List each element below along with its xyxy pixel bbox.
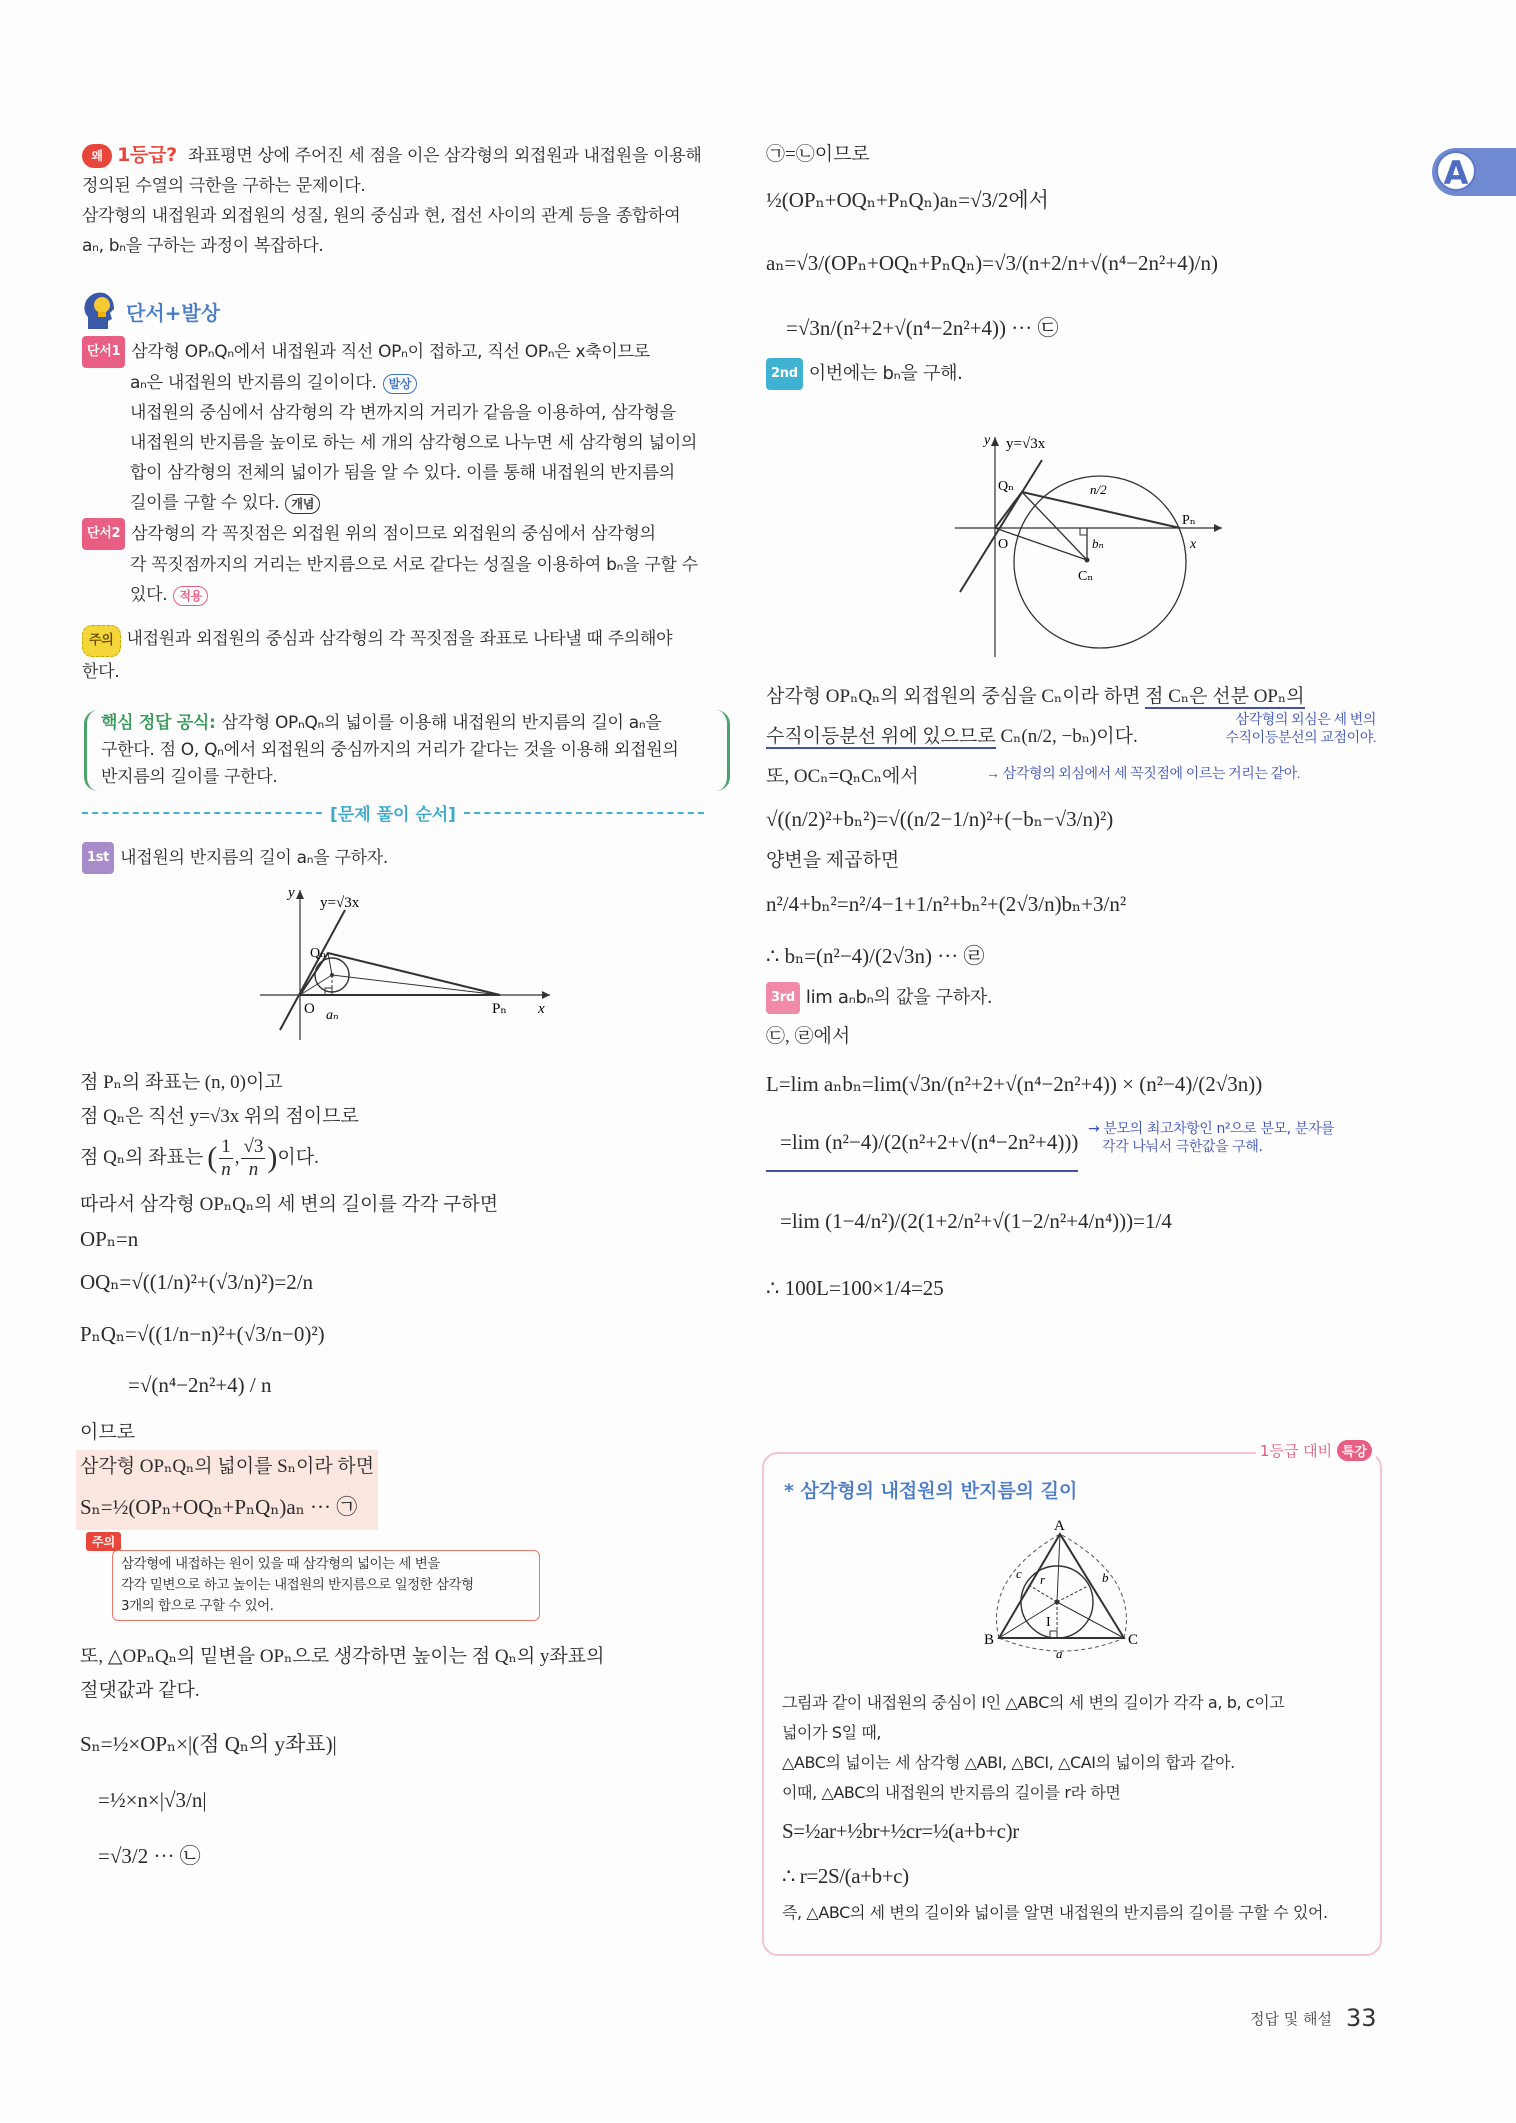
q-coord-y: $\frac{√3}{n}$ [243,1135,264,1180]
why-line-3: 삼각형의 내접원과 외접원의 성질, 원의 중심과 현, 접선 사이의 관계 등을 종합하여 [82,206,681,226]
pill-concept: 개념 [285,494,320,514]
fig1-p-label: Pₙ [492,1001,507,1017]
key-formula-box [84,710,730,791]
hint-section [82,290,712,687]
right-line-1: ㉠=㉡이므로 [766,144,870,165]
right-line-6a: 수직이등분선 위에 있으므로 [766,726,996,747]
solution-order-title: [문제 풀이 순서] [330,805,456,825]
chapter-badge [1432,148,1516,196]
left-line-4: 따라서 삼각형 OPₙQₙ의 세 변의 길이를 각각 구하면 [80,1194,499,1215]
fig3-side-a: a [1056,1646,1063,1661]
right-solution-top [766,138,1366,390]
fig1-line-label: y=√3x [320,895,360,911]
left-line-7: 또, △OPₙQₙ의 밑변을 OPₙ으로 생각하면 높이는 점 Qₙ의 y좌표의 [80,1646,605,1667]
eq-pq: PₙQₙ=√((1/n−n)²+(√3/n−0)²) [80,1322,325,1346]
solution-order-divider [82,800,704,825]
special-text-7: 즉, △ABC의 세 변의 길이와 넓이를 알면 내접원의 반지름의 길이를 구할 수 있어. [782,1903,1328,1922]
right-line-3: aₙ=√3/(OPₙ+OQₙ+PₙQₙ)=√3/(n+2/n+√(n⁴−2n²+4)/n) [766,251,1219,275]
fig2-q-label: Qₙ [998,479,1015,494]
fig1-x-label: x [538,1001,545,1017]
right-line-10: n²/4+bₙ²=n²/4−1+1/n²+bₙ²+(2√3/n)bₙ+3/n² [766,892,1127,916]
eq-pq-2: =√(n⁴−2n²+4) / n [128,1373,272,1397]
why-line-1: 좌표평면 상에 주어진 세 점을 이은 삼각형의 외접원과 내접원을 이용해 [187,146,702,166]
footer-label: 정답 및 해설 [1250,2009,1332,2028]
special-corner-badge: 특강 [1337,1440,1372,1461]
hint-title: 단서+발상 [126,300,221,325]
clue-2-line-2: 각 꼭짓점까지의 거리는 반지름으로 서로 같다는 성질을 이용하여 bₙ을 구할 수 [130,555,698,575]
fig3-a-label: A [1054,1518,1065,1534]
right-line-2: ½(OPₙ+OQₙ+PₙQₙ)aₙ=√3/2에서 [766,188,1049,212]
fig1-o-label: O [304,1001,315,1017]
right-line-15: =lim (1−4/n²)/(2(1+2/n²+√(1−2/n²+4/n⁴)))=1/4 [780,1209,1172,1233]
note-caution-line-1: 삼각형에 내접하는 원이 있을 때 삼각형의 넓이는 세 변을 [121,1556,440,1572]
special-text-1: 그림과 같이 내접원의 중심이 I인 △ABC의 세 변의 길이가 각각 a, b, c이고 [782,1693,1285,1712]
left-line-3-post: 이다. [277,1147,319,1168]
right-line-5a: 삼각형 OPₙQₙ의 외접원의 중심을 Cₙ이라 하면 [766,686,1141,707]
fig1-y-label: y [288,885,295,901]
figure-incircle-triangle [230,885,560,1045]
eq-area-2: Sₙ=½×OPₙ×|(점 Qₙ의 y좌표)| [80,1732,337,1756]
special-lecture-box [762,1442,1382,1956]
left-line-6: 삼각형 OPₙQₙ의 넓이를 Sₙ이라 하면 [80,1456,375,1477]
clue-1-line-6: 길이를 구할 수 있다. [130,493,280,513]
right-line-14: =lim (n²−4)/(2(n²+2+√(n⁴−2n²+4))) [766,1114,1078,1172]
pill-apply: 적용 [173,586,208,606]
lightbulb-head-icon [82,291,116,331]
left-line-3-pre: 점 Qₙ의 좌표는 [80,1147,204,1168]
caution-line-1: 내접원과 외접원의 중심과 삼각형의 각 꼭짓점을 좌표로 나타낼 때 주의해야 [126,629,673,649]
step-1-tag: 1st [82,842,114,874]
clue-2-line-3: 있다. [130,585,168,605]
eq-area-3: =½×n×|√3/n| [98,1788,207,1812]
eq-area-4: =√3/2 ··· ㉡ [98,1844,201,1868]
special-eq-1: S=½ar+½br+½cr=½(a+b+c)r [782,1819,1019,1843]
eq-op: OPₙ=n [80,1227,139,1251]
right-line-9: 양변을 제곱하면 [766,850,900,871]
caution-line-2: 한다. [82,662,120,682]
page-number: 33 [1346,2004,1377,2032]
fig2-b-label: bₙ [1092,536,1104,551]
why-line-4: aₙ, bₙ을 구하는 과정이 복잡하다. [82,236,324,256]
special-text-3: △ABC의 넓이는 세 삼각형 △ABI, △BCI, △CAI의 넓이의 합과 같아. [782,1753,1235,1772]
eq-oq: OQₙ=√((1/n)²+(√3/n)²)=2/n [80,1270,314,1294]
special-title: * 삼각형의 내접원의 반지름의 길이 [784,1480,1078,1502]
fig3-side-c: c [1016,1566,1022,1581]
right-line-6b: Cₙ(n/2, −bₙ)이다. [1000,726,1138,747]
q-coord-x: $\frac{1}{n}$ [221,1135,231,1180]
right-line-11: ∴ bₙ=(n²−4)/(2√3n) ··· ㉣ [766,944,985,968]
special-text-4: 이때, △ABC의 내접원의 반지름의 길이를 r라 하면 [782,1783,1121,1802]
note-circumcenter-2: 수직이등분선의 교점이야. [1225,731,1376,746]
note-caution-line-3: 3개의 합으로 구할 수 있어. [121,1598,274,1614]
clue-1-line-2: aₙ은 내접원의 반지름의 길이이다. [130,373,377,393]
right-solution-middle: 삼각형 OPₙQₙ의 외접원의 중심을 Cₙ이라 하면 점 Cₙ은 선분 OPₙ의 수직이등분선 위에 있으므로 Cₙ(n/2, −bₙ)이다. 삼각형의 외심은 세 변의 수직이등분선의 교점이야. 또, OCₙ=QₙCₙ에서 → 삼각형의 외심에서 세 꼭짓점에 이르는 거리는 같아. √((n/2)²+bₙ²)=√((n/2−1/n)²+(−bₙ−√3/n)²) 양변을 제곱하면 n²/4+bₙ²=n²/4−1+1/n²+bₙ²+(2√3/n)bₙ+3/n² ∴ bₙ=(n²−4)/(2√3n) ··· ㉣ 3rd lim aₙbₙ의 값을 구하자. ㉢, ㉣에서 L=lim aₙbₙ=lim(√3n/(n²+2+√(n⁴−2n²+4)) × (n²−4)/(2√3n)) =lim (n²−4)/(2(n²+2+√(n⁴−2n²+4))) → 분모의 최고차항인 n²으로 분모, 분자를 각각 나눠서 극한값을 구해. =lim (1−4/n²)/(2(1+2/n²+√(1−2/n²+4/n⁴)))=1/4 ∴ 100L=100×1/4=25 [766,680,1386,1310]
note-caution-box [112,1550,540,1621]
right-line-12: ㉢, ㉣에서 [766,1026,851,1047]
note-caution-line-2: 각각 밑변으로 하고 높이는 내접원의 반지름으로 일정한 삼각형 [121,1577,474,1593]
clue-1-line-3: 내접원의 중심에서 삼각형의 각 변까지의 거리가 같음을 이용하여, 삼각형을 [130,403,676,423]
fig1-q-label: Qₙ [310,946,327,961]
fig3-side-b: b [1102,1570,1109,1585]
fig2-p-label: Pₙ [1182,513,1196,528]
step-2-tag: 2nd [766,358,803,390]
fig3-b-label: B [984,1632,995,1648]
clue-1-line-4: 내접원의 반지름을 높이로 하는 세 개의 삼각형으로 나누면 세 삼각형의 넓이의 [130,433,697,453]
why-icon: 왜 [82,144,112,168]
key-formula-label: 핵심 정답 공식: [101,713,216,733]
left-line-8: 절댓값과 같다. [80,1680,200,1701]
fig3-c-label: C [1128,1632,1139,1648]
clue-1-line-1: 삼각형 OPₙQₙ에서 내접원과 직선 OPₙ이 접하고, 직선 OPₙ은 x축이므로 [131,342,650,362]
clue-1-line-5: 합이 삼각형의 전체의 넓이가 됨을 알 수 있다. 이를 통해 내접원의 반지름의 [130,463,675,483]
left-line-5: 이므로 [80,1422,136,1443]
note-caution-tag: 주의 [86,1532,121,1551]
caution-badge: 주의 [82,625,121,657]
clue-2-tag: 단서2 [82,518,125,550]
clue-2-line-1: 삼각형의 각 꼭짓점은 외접원 위의 점이므로 외접원의 중심에서 삼각형의 [131,524,656,544]
fig3-r-label: r [1040,1572,1046,1587]
special-corner-label: 1등급 대비 [1259,1442,1333,1460]
right-line-16: ∴ 100L=100×1/4=25 [766,1276,944,1300]
eq-area-1: Sₙ=½(OPₙ+OQₙ+PₙQₙ)aₙ ··· ㉠ [80,1495,358,1519]
right-line-5b: 점 Cₙ은 선분 OPₙ의 [1145,686,1305,707]
key-formula-line-3: 반지름의 길이를 구한다. [101,767,278,787]
figure-triangle-incircle [964,1518,1194,1668]
key-formula-line-1: 삼각형 OPₙQₙ의 넓이를 이용해 내접원의 반지름의 길이 aₙ을 [221,713,662,733]
left-line-1: 점 Pₙ의 좌표는 (n, 0)이고 [80,1072,283,1093]
page-footer [1250,2004,1377,2032]
special-corner [1256,1440,1376,1461]
left-solution: 점 Pₙ의 좌표는 (n, 0)이고 점 Qₙ은 직선 y=√3x 위의 점이므로 점 Qₙ의 좌표는 ( $\frac{1}{n}$ , $\frac{√3}{n}$ ) 이다. 따라서 삼각형 OPₙQₙ의 세 변의 길이를 각각 구하면 OPₙ=n OQₙ=√((1/n)²+(√3/n)²)=2/n PₙQₙ=√((1/n−n)²+(√3/n−0)²) =√(n⁴−2n²+4) / n 이므로 삼각형 OPₙQₙ의 넓이를 Sₙ이라 하면 Sₙ=½(OPₙ+OQₙ+PₙQₙ)aₙ ··· ㉠ 주의 삼각형에 내접하는 원이 있을 때 삼각형의 넓이는 세 변을 각각 밑변으로 하고 높이는 내접원의 반지름으로 일정한 삼각형 3개의 합으로 구할 수 있어. 또, △OPₙQₙ의 밑변을 OPₙ으로 생각하면 높이는 점 Qₙ의 y좌표의 절댓값과 같다. Sₙ=½×OPₙ×|(점 Qₙ의 y좌표)| =½×n×|√3/n| =√3/2 ··· ㉡ [80,1066,710,1884]
figure-circumcircle [940,432,1230,662]
right-line-8: √((n/2)²+bₙ²)=√((n/2−1/n)²+(−bₙ−√3/n)²) [766,807,1114,831]
note-circumcenter-1: 삼각형의 외심은 세 변의 [1235,713,1376,728]
fig2-y-label: y [984,433,991,448]
left-line-2: 점 Qₙ은 직선 y=√3x 위의 점이므로 [80,1106,359,1127]
why-line-2: 정의된 수열의 극한을 구하는 문제이다. [82,176,366,196]
key-formula-line-2: 구한다. 점 O, Qₙ에서 외접원의 중심까지의 거리가 같다는 것을 이용해 외접원의 [101,740,679,760]
note-divide-1: 분모의 최고차항인 n²으로 분모, 분자를 [1103,1121,1335,1137]
fig2-o-label: O [998,537,1009,552]
note-divide-2: 각각 나눠서 극한값을 구해. [1102,1139,1263,1155]
why-section [82,140,712,261]
note-equidistant: 삼각형의 외심에서 세 꼭짓점에 이르는 거리는 같아. [1002,767,1301,782]
special-eq-2: ∴ r=2S/(a+b+c) [782,1864,909,1888]
fig2-half-label: n/2 [1090,482,1107,497]
pill-idea: 발상 [383,374,418,394]
right-line-7: 또, OCₙ=QₙCₙ에서 [766,766,919,787]
fig2-x-label: x [1190,537,1197,552]
special-text-2: 넓이가 S일 때, [782,1723,882,1742]
right-line-13: L=lim aₙbₙ=lim(√3n/(n²+2+√(n⁴−2n²+4)) × (n²−4)/(2√3n)) [766,1072,1263,1096]
fig2-c-label: Cₙ [1078,569,1094,584]
clue-1-tag: 단서1 [82,336,125,368]
chapter-letter: A [1436,151,1476,191]
fig1-r-label: aₙ [326,1008,339,1023]
right-line-4: =√3n/(n²+2+√(n⁴−2n²+4)) ··· ㉢ [786,316,1059,340]
fig3-i-label: I [1046,1615,1051,1630]
fig2-line-label: y=√3x [1006,436,1046,452]
step-2-text: 이번에는 bₙ을 구해. [808,363,963,384]
step-1 [82,842,388,874]
why-title: 1등급? [117,144,177,166]
step-3-text: lim aₙbₙ의 값을 구하자. [805,987,993,1008]
step-1-text: 내접원의 반지름의 길이 aₙ을 구하자. [120,848,388,868]
step-3-tag: 3rd [766,982,800,1014]
